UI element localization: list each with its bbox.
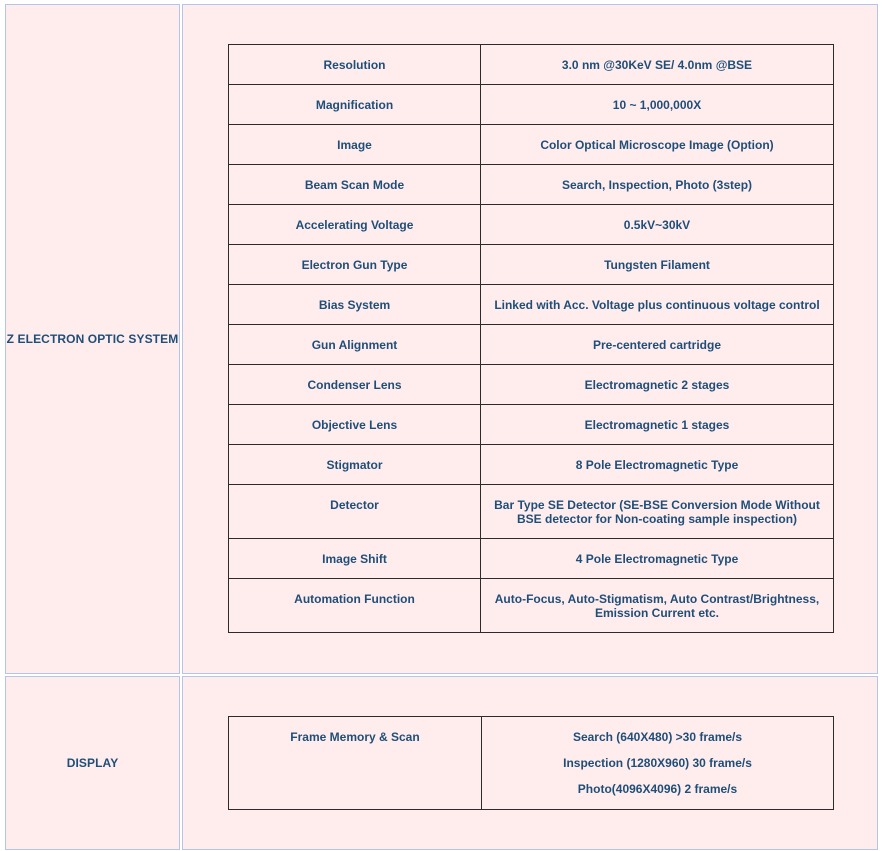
spec-value: Search, Inspection, Photo (3step) bbox=[481, 165, 834, 205]
spec-label: Gun Alignment bbox=[229, 325, 481, 365]
spec-label: Resolution bbox=[229, 45, 481, 85]
table-row bbox=[229, 445, 834, 485]
spec-label: Image bbox=[229, 125, 481, 165]
section-optic-title: Z ELECTRON OPTIC SYSTEM bbox=[6, 332, 179, 346]
section-display-title: DISPLAY bbox=[66, 756, 119, 770]
spec-value-line: Photo(4096X4096) 2 frame/s bbox=[577, 782, 738, 796]
spec-value: Bar Type SE Detector (SE-BSE Conversion Mode Without BSE detector for Non-coating sample inspection) bbox=[481, 485, 834, 539]
spec-label: Bias System bbox=[229, 285, 481, 325]
spec-label: Accelerating Voltage bbox=[229, 205, 481, 245]
table-row bbox=[229, 365, 834, 405]
spec-label: Beam Scan Mode bbox=[229, 165, 481, 205]
spec-label: Condenser Lens bbox=[229, 365, 481, 405]
spec-value-line: Search (640X480) >30 frame/s bbox=[572, 730, 743, 744]
spec-value: 8 Pole Electromagnetic Type bbox=[481, 445, 834, 485]
spec-value-line: Inspection (1280X960) 30 frame/s bbox=[563, 756, 752, 770]
spec-label: Image Shift bbox=[229, 539, 481, 579]
spec-label: Stigmator bbox=[229, 445, 481, 485]
table-row bbox=[229, 325, 834, 365]
table-row bbox=[229, 205, 834, 245]
spec-label: Detector bbox=[229, 485, 481, 539]
table-row bbox=[229, 85, 834, 125]
spec-value: Electromagnetic 1 stages bbox=[481, 405, 834, 445]
spec-value: 10 ~ 1,000,000X bbox=[481, 85, 834, 125]
table-row bbox=[229, 485, 834, 539]
spec-value: Tungsten Filament bbox=[481, 245, 834, 285]
spec-value: Auto-Focus, Auto-Stigmatism, Auto Contrast/Brightness, Emission Current etc. bbox=[481, 579, 834, 633]
table-row bbox=[229, 45, 834, 85]
table-row bbox=[229, 285, 834, 325]
spec-value-list bbox=[482, 717, 834, 810]
table-row bbox=[229, 165, 834, 205]
spec-value: 3.0 nm @30KeV SE/ 4.0nm @BSE bbox=[481, 45, 834, 85]
table-row bbox=[229, 579, 834, 633]
section-display-label-cell bbox=[5, 676, 180, 850]
spec-label: Automation Function bbox=[229, 579, 481, 633]
spec-label: Objective Lens bbox=[229, 405, 481, 445]
spec-value: 0.5kV~30kV bbox=[481, 205, 834, 245]
table-row bbox=[229, 125, 834, 165]
table-row bbox=[229, 539, 834, 579]
spec-label: Magnification bbox=[229, 85, 481, 125]
table-row bbox=[229, 245, 834, 285]
spec-value: Linked with Acc. Voltage plus continuous voltage control bbox=[481, 285, 834, 325]
display-spec-table bbox=[228, 716, 834, 810]
spec-label: Frame Memory & Scan bbox=[229, 717, 482, 810]
spec-value: Electromagnetic 2 stages bbox=[481, 365, 834, 405]
spec-value: Pre-centered cartridge bbox=[481, 325, 834, 365]
spec-value: Color Optical Microscope Image (Option) bbox=[481, 125, 834, 165]
optic-spec-table bbox=[228, 44, 834, 633]
table-row bbox=[229, 717, 834, 810]
spec-label: Electron Gun Type bbox=[229, 245, 481, 285]
section-optic-label-cell bbox=[5, 4, 180, 674]
spec-value: 4 Pole Electromagnetic Type bbox=[481, 539, 834, 579]
table-row bbox=[229, 405, 834, 445]
